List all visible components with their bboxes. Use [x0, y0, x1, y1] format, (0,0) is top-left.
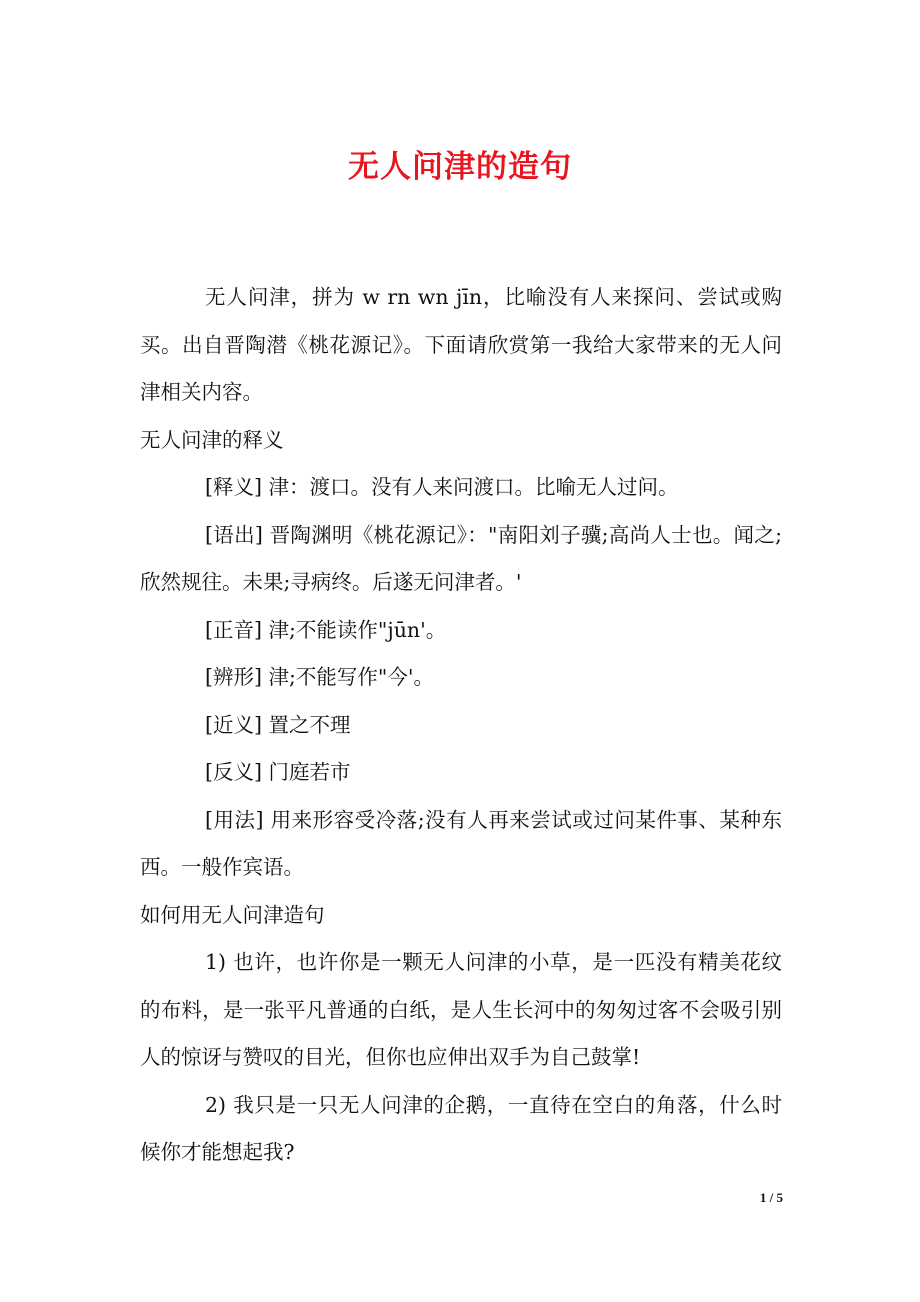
definition-usage: [用法] 用来形容受冷落;没有人再来尝试或过问某件事、某种东西。一般作宾语。 [140, 807, 782, 879]
definition-form: [辨形] 津;不能写作"今'。 [205, 665, 434, 689]
definition-antonym: [反义] 门庭若市 [205, 760, 351, 784]
example-sentence-1: 1) 也许，也许你是一颗无人问津的小草，是一匹没有精美花纹的布料，是一张平凡普通的白纸，是人生长河中的匆匆过客不会吸引别人的惊讶与赞叹的目光，但你也应伸出双手为自己鼓掌! [140, 950, 782, 1069]
page-number: 1 / 5 [759, 1190, 783, 1205]
section-heading-definition: 无人问津的释义 [140, 427, 284, 452]
example-sentence-2: 2) 我只是一只无人问津的企鹅，一直待在空白的角落，什么时候你才能想起我? [140, 1092, 782, 1164]
definition-synonym: [近义] 置之不理 [205, 712, 351, 737]
intro-paragraph: 无人问津，拼为 w rn wn jīn，比喻没有人来探问、尝试或购买。出自晋陶潜《桃花源记》。下面请欣赏第一我给大家带来的无人问津相关内容。 [140, 285, 782, 404]
definition-pronunciation: [正音] 津;不能读作"jūn'。 [205, 617, 447, 642]
definition-meaning: [释义] 津：渡口。没有人来问渡口。比喻无人过问。 [205, 475, 679, 499]
document-body [140, 274, 782, 1177]
section-heading-examples: 如何用无人问津造句 [140, 902, 325, 927]
definition-source: [语出] 晋陶渊明《桃花源记》："南阳刘子骥;高尚人士也。闻之;欣然规往。未果;寻病终。后遂无问津者。' [140, 522, 782, 594]
document-title: 无人问津的造句 [348, 149, 572, 185]
